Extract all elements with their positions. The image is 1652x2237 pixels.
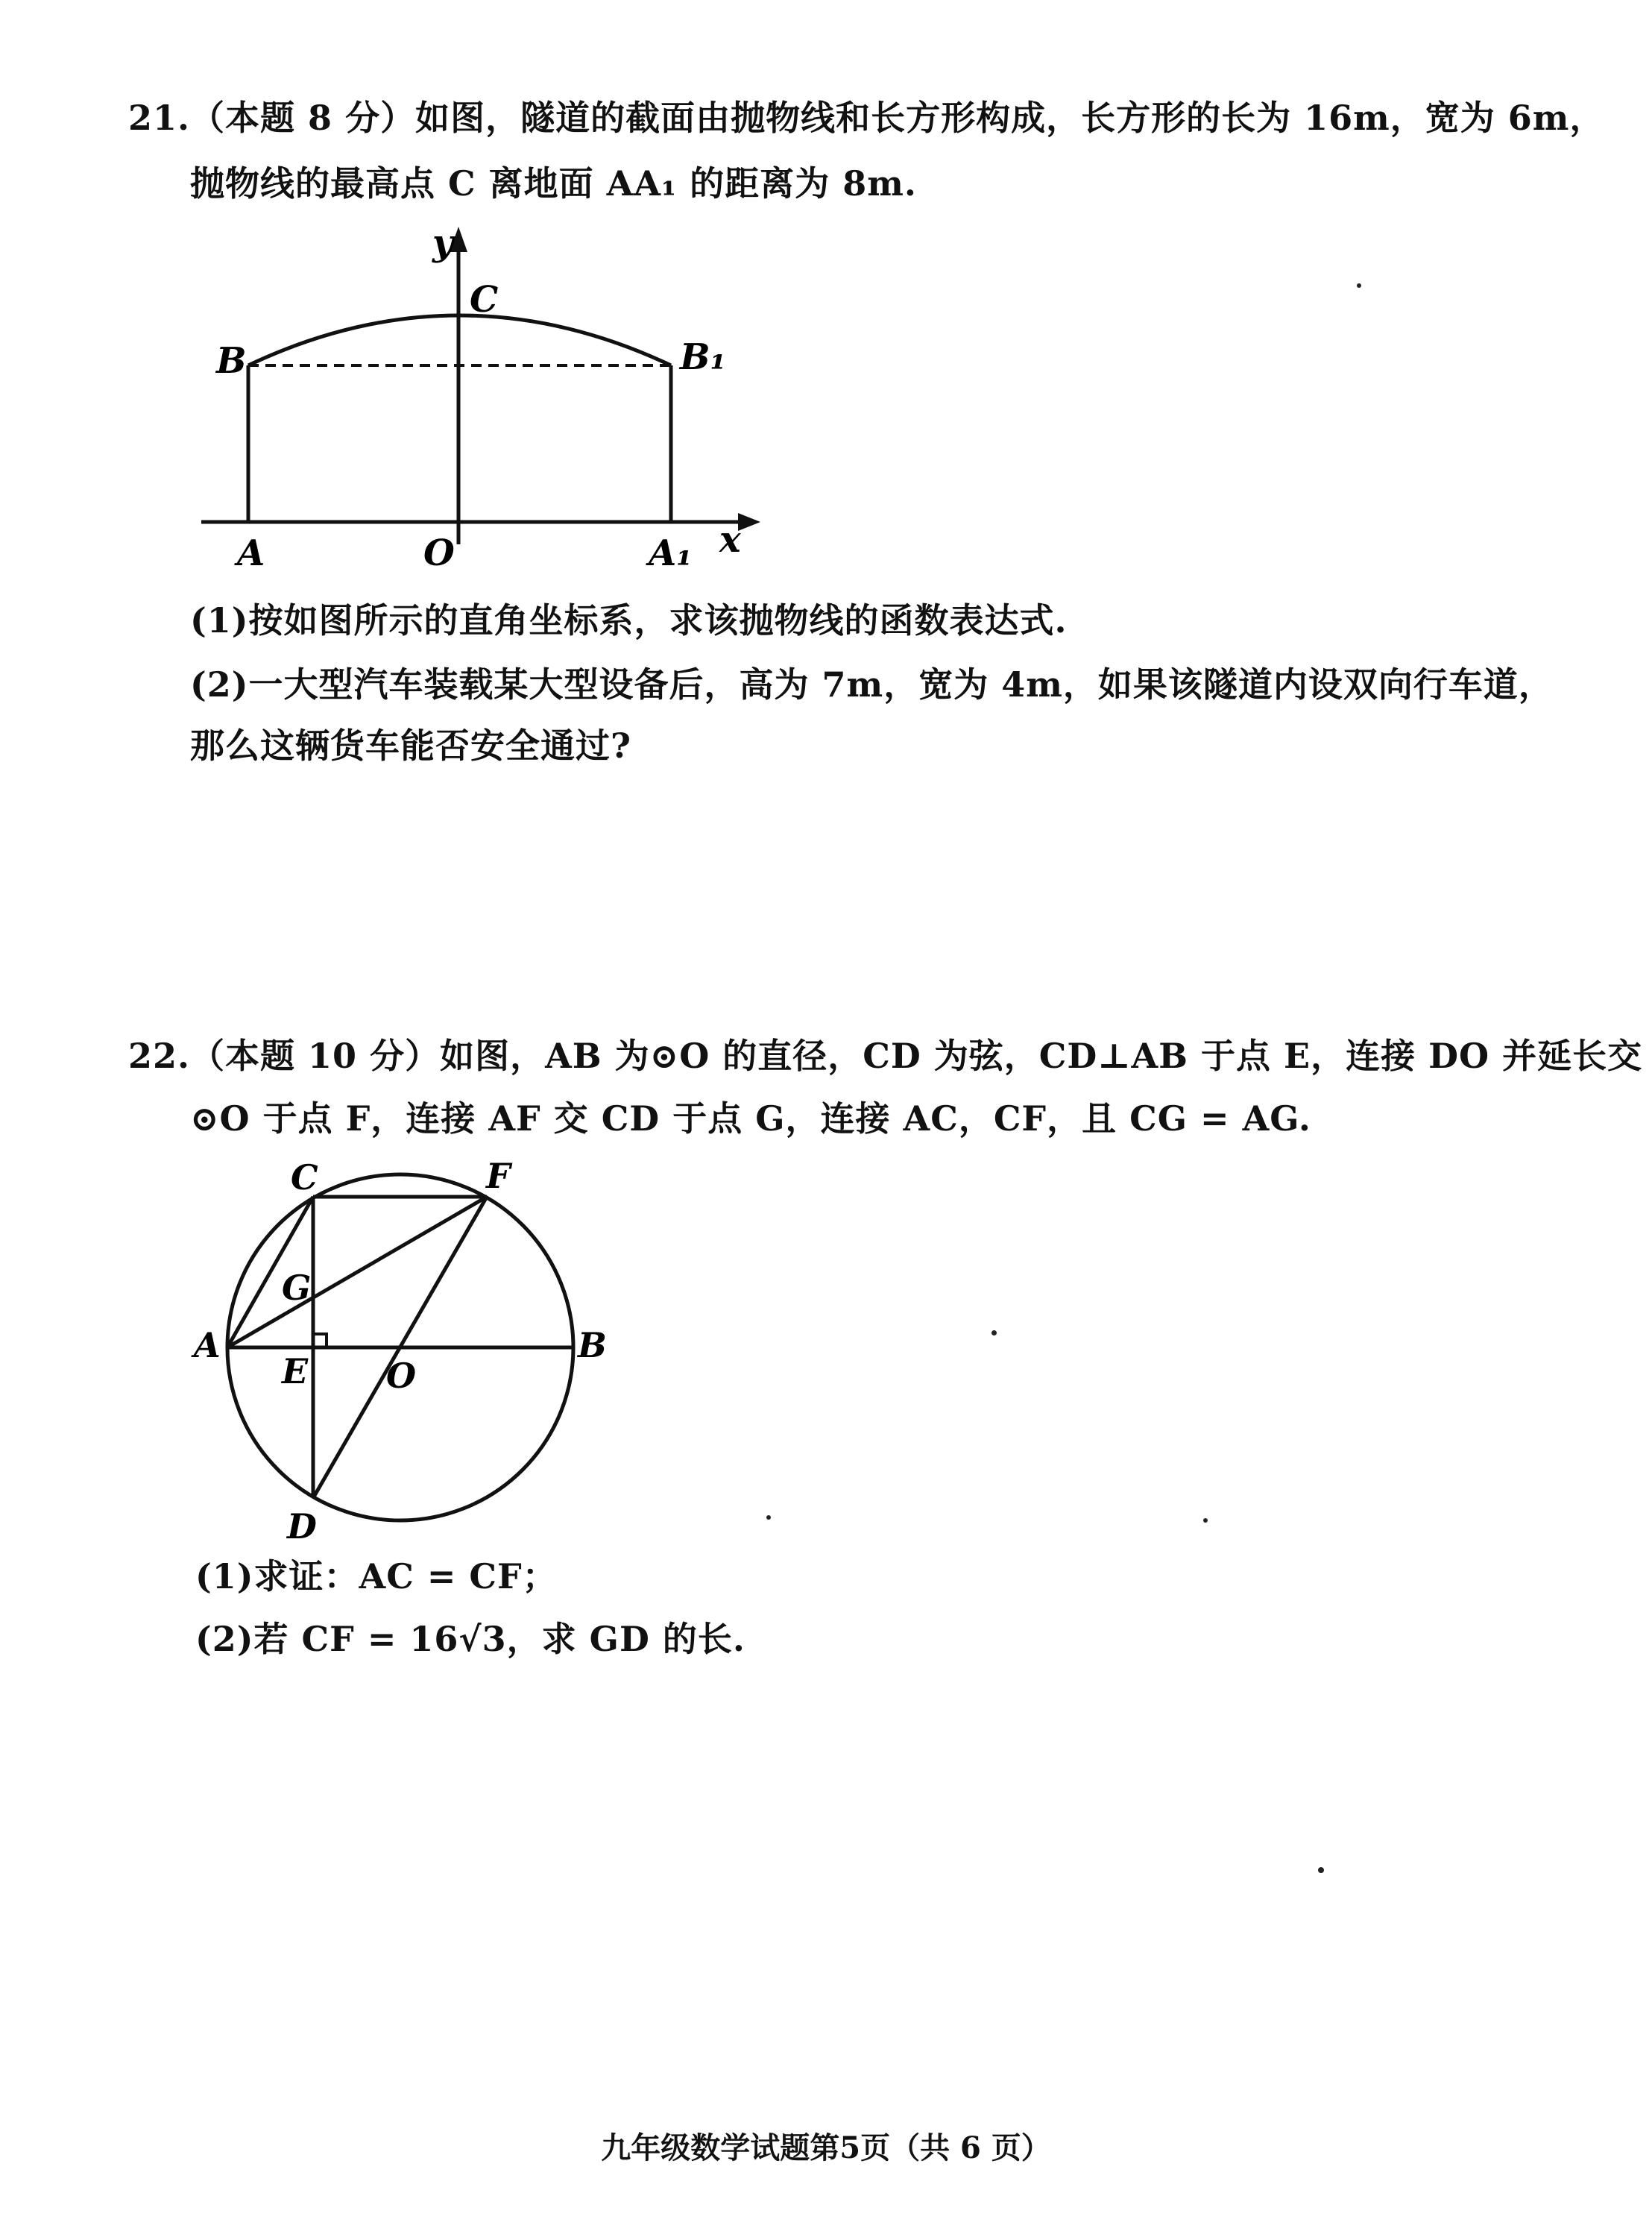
q22-part2: (2)若 CF = 16√3，求 GD 的长. (195, 1619, 745, 1659)
q21-part1: (1)按如图所示的直角坐标系，求该抛物线的函数表达式. (190, 600, 1068, 641)
label-E: E (282, 1351, 309, 1391)
tunnel-figure (171, 216, 783, 585)
q22-stem-line2: ⊙O 于点 F，连接 AF 交 CD 于点 G，连接 AC，CF，且 CG = AG. (190, 1098, 1311, 1139)
page-footer: 九年级数学试题第5页（共 6 页） (601, 2130, 1051, 2165)
label-O2: O (386, 1356, 417, 1396)
label-B: B (216, 340, 247, 382)
circle-figure (186, 1152, 634, 1558)
label-A1: A₁ (649, 532, 693, 574)
label-C: C (470, 279, 499, 321)
label-C2: C (291, 1157, 318, 1198)
q22-part1: (1)求证：AC = CF； (195, 1556, 558, 1596)
q21-stem-line1: 21.（本题 8 分）如图，隧道的截面由抛物线和长方形构成，长方形的长为 16m，宽为 6m， (128, 98, 1605, 138)
label-B2: B (578, 1325, 607, 1365)
label-G: G (282, 1268, 312, 1308)
segment-AF (227, 1197, 487, 1347)
circle-figure-svg (186, 1152, 634, 1555)
scan-speck (1318, 1867, 1324, 1873)
q21-part2-line1: (2)一大型汽车装载某大型设备后，高为 7m，宽为 4m，如果该隧道内设双向行车道， (190, 664, 1554, 705)
label-y: y (432, 222, 453, 264)
q21-part2-line2: 那么这辆货车能否安全通过? (190, 726, 631, 766)
scan-speck (1357, 283, 1361, 288)
label-O: O (423, 532, 455, 574)
label-A: A (237, 532, 265, 574)
label-x: x (719, 519, 741, 561)
q22-stem-line1: 22.（本题 10 分）如图，AB 为⊙O 的直径，CD 为弦，CD⊥AB 于点 E，连接 DO 并延长交 (128, 1036, 1643, 1076)
tunnel-figure-svg (171, 216, 783, 582)
scan-speck (766, 1515, 771, 1520)
label-D: D (287, 1506, 317, 1547)
q21-stem-line2: 抛物线的最高点 C 离地面 AA₁ 的距离为 8m. (190, 163, 917, 204)
scan-speck (991, 1330, 997, 1335)
label-A2: A (194, 1325, 221, 1365)
label-B1: B₁ (680, 336, 726, 378)
scan-speck (1203, 1518, 1208, 1523)
label-F: F (486, 1156, 511, 1196)
x-axis-arrow-icon (738, 513, 760, 531)
right-angle-icon (313, 1334, 327, 1347)
